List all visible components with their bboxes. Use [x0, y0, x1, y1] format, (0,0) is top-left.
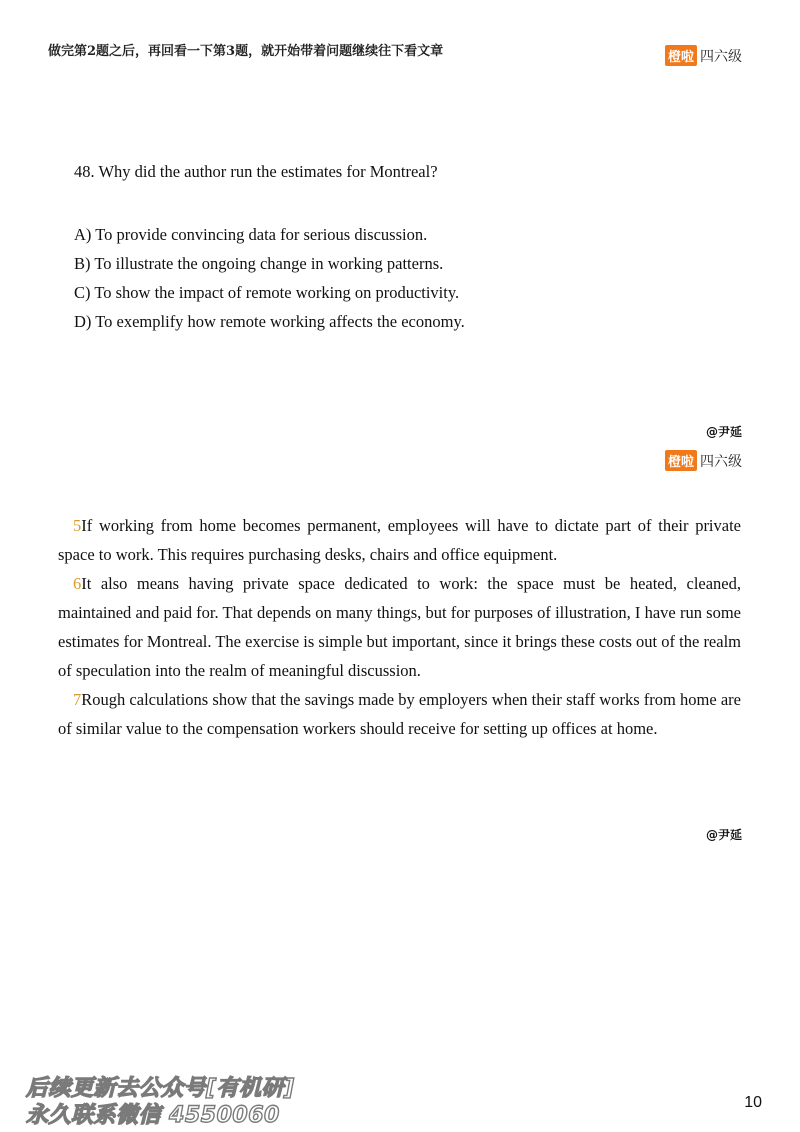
brand-logo-mark: 橙啦	[665, 45, 697, 66]
header-note: 做完第2题之后，再回看一下第3题，就开始带着问题继续往下看文章	[48, 44, 444, 59]
brand-logo-top	[665, 45, 742, 66]
option-c: C) To show the impact of remote working on productivity.	[74, 283, 460, 302]
paragraph-number: 6	[73, 574, 82, 593]
brand-logo-subtitle: 四六级	[700, 48, 742, 65]
answer-options	[74, 220, 465, 336]
paragraph-6	[58, 569, 741, 685]
brand-logo-middle	[665, 450, 742, 471]
paragraph-text: If working from home becomes permanent, employees will have to dictate part of their private space to work. This requires purchasing desks, chairs and office equipment.	[58, 516, 741, 564]
option-d: D) To exemplify how remote working affects the economy.	[74, 312, 465, 331]
author-signature-bottom: @尹延	[705, 828, 742, 842]
watermark-line-1: 后续更新去公众号[有机研]	[26, 1076, 295, 1101]
paragraph-text: It also means having private space dedicated to work: the space must be heated, cleaned, maintained and paid for. That depends on many things, but for purposes of illustration, I have run some estimates for Montreal. The exercise is simple but important, since it brings these costs out of the realm of speculation into the realm of meaningful discussion.	[58, 574, 741, 680]
paragraph-5	[58, 511, 741, 569]
watermark	[26, 1075, 295, 1129]
brand-logo-mark: 橙啦	[665, 450, 697, 471]
option-b: B) To illustrate the ongoing change in working patterns.	[74, 254, 444, 273]
paragraph-text: Rough calculations show that the savings made by employers when their staff works from home are of similar value to the compensation workers should receive for setting up offices at home.	[58, 690, 741, 738]
paragraph-number: 7	[73, 690, 82, 709]
page-number: 10	[744, 1094, 762, 1111]
watermark-line-2: 永久联系微信 4550060	[26, 1103, 280, 1128]
option-a: A) To provide convincing data for serious discussion.	[74, 225, 428, 244]
paragraph-7	[58, 685, 741, 743]
paragraph-number: 5	[73, 516, 82, 535]
author-signature: @尹延	[705, 425, 742, 439]
question-stem: 48. Why did the author run the estimates for Montreal?	[74, 162, 438, 181]
passage	[58, 511, 741, 743]
brand-logo-subtitle: 四六级	[700, 453, 742, 470]
